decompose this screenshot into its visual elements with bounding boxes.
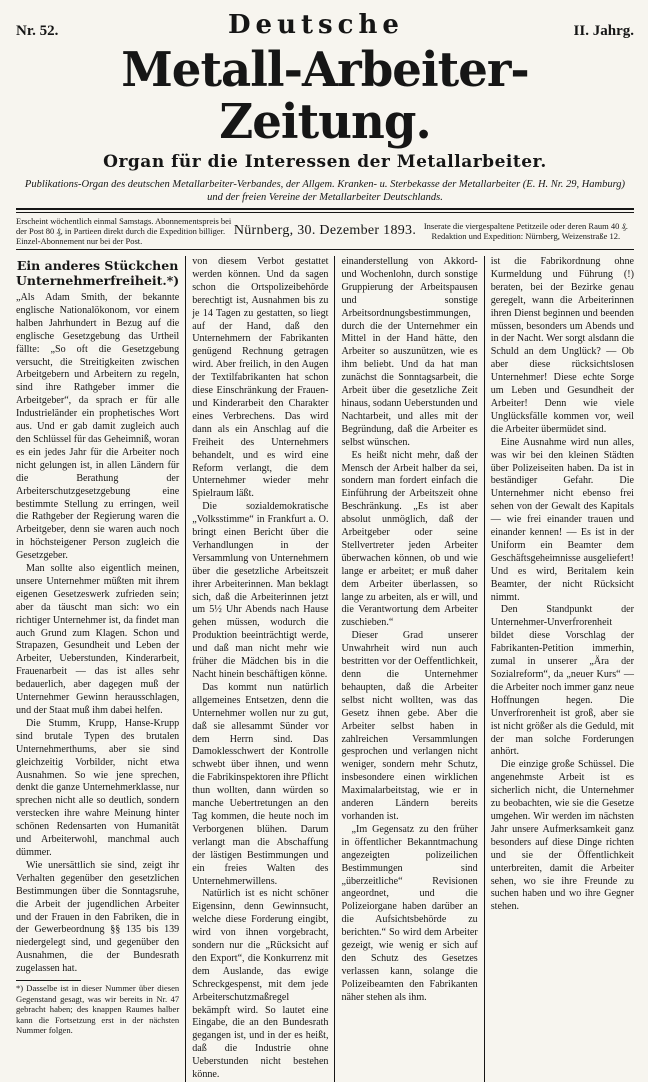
volume-year: II. Jahrg. [573, 23, 634, 39]
article-paragraph: Natürlich ist es nicht schöner Eigensinn, denn Gewinnsucht, welche diese Forderung eingibt, wird von ihnen vorgebracht, sondern nur die „Rücksicht auf den Export“, die Konkurrenz mit dem Auslande, das ewige Schreckgespenst, mit dem jede Arbeiterschutzmaßregel bekämpft wird. So lautet eine Eingabe, die an den Bundesrath gegangen ist, und in der es heißt, daß die Industrie ohne Ueberstunden nicht bestehen könne. [192, 888, 329, 1081]
article-paragraph: Es heißt nicht mehr, daß der Mensch der Arbeit halber da sei, sondern man fordert einfach die Einführung der Arbeitszeit ohne Beschränkung. „Es ist aber absolut unmöglich, daß der Arbeitgeber oder seine Stellvertreter jeden Arbeiter überwachen können, ob und wie lange er arbeitet; er muß daher dem Arbeiter überlassen, so lange zu arbeiten, als er will, und die Verantwortung dem Arbeiter zuschieben.“ [341, 449, 478, 629]
article-columns [16, 256, 634, 1082]
article-paragraph: ist die Fabrikordnung ohne Kurmeldung und Führung (!) beraten, bei der Bezirke genau geregelt, wann die Arbeiterinnen ihren Dienst beginnen und beenden müssen, besonders um Abends und in der Nacht. Wer sorgt alsdann die Schuld an dem Unglück? — Ob aber diese rücksichtslosen Unternehmer! Diese echte Sorge um Leben und Gesundheit der Arbeiter! Denn wie viele Unglücksfälle kommen vor, weil die Arbeiter übermüdet sind. [490, 256, 634, 435]
info-bar [16, 213, 634, 250]
advertising-info: Inserate die viergespaltene Petitzeile oder deren Raum 40 ₰. Redaktion und Expedition: Nürnberg, Weizenstraße 12. [423, 221, 628, 241]
column-2 [186, 256, 335, 1082]
publication-organ-line: Publikations-Organ des deutschen Metallarbeiter-Verbandes, der Allgem. Kranken- u. Sterbekasse der Metallarbeiter (E. H. Nr. 29, Hamburg) und der freien Vereine der Metallarbeiter Deutschlands. [24, 179, 626, 203]
column-1 [16, 256, 186, 1082]
article-paragraph: Das kommt nun natürlich allgemeines Entsetzen, denn die Unternehmer wollen nur zu gut, daß sie allesammt Sünder vor dem Herrn sind. Das Damoklesschwert der Kontrolle schwebt über ihnen, und wenn die Fabrikinspektoren ihre Pflicht thun wollten, dann würden so manche Uebertretungen an den Tag kommen, die heute noch im Verborgenen blühen. Darum verlangt man die Abschaffung der lästigen Bestimmungen und ein freies Walten des Unternehmerwillens. [192, 681, 329, 887]
masthead-kicker: Deutsche [228, 10, 404, 40]
article-paragraph: Wie unersättlich sie sind, zeigt ihr Verhalten gegenüber den gesetzlichen Bestimmungen über die Sonntagsruhe, die Arbeit der jugendlichen Arbeiter und der Frauen in den Fabriken, die in der Gewerbeordnung §§ 135 bis 139 niedergelegt sind, und gegenüber den Ausnahmen, die der Bundesrath zugelassen hat. [16, 859, 180, 975]
article-paragraph: Den Standpunkt der Unternehmer-Unverfrorenheit bildet diese Vorschlag der Fabrikanten-Petition immerhin, zumal in unserer „Ära der Sozialreform“, da „neuer Kurs“ — die Arbeiter noch immer ganz neue Hoffnungen hegen. Die Unverfrorenheit ist groß, aber sie ist nicht größer als die Geduld, mit der man solche Forderungen anhört. [490, 604, 634, 758]
subscription-info: Erscheint wöchentlich einmal Samstags. Abonnementspreis bei der Post 80 ₰, in Partieen direkt durch die Expedition billiger. Einzel-Abonnement nur bei der Post. [16, 216, 232, 246]
article-paragraph: Die Stumm, Krupp, Hanse-Krupp sind brutale Typen des brutalen Unternehmerthums, aber sie sind gleichzeitig Vorbilder, nicht etwa Ausnahmen. So wie jene sprechen, denkt die ganze Unternehmerklasse, nur sprechen nicht alle so deutlich, sondern verstecken ihre wahre Meinung hinter schönen Redensarten von Humanität und Arbeiterwohl, manchmal auch dümmer. [16, 717, 180, 858]
footnote: *) Dasselbe ist in dieser Nummer über diesen Gegenstand gesagt, was wir bereits in Nr. 47 gebracht haben; des knappen Raumes halber kann die Fortsetzung erst in der nächsten Nummer folgen. [16, 983, 180, 1036]
article-paragraph: „Im Gegensatz zu den früher in öffentlicher Bekanntmachung angezeigten polizeilichen Bestimmungen sind „überzeitliche“ Revisionen angeordnet, und die Polizeiorgane haben darüber an die Aufsichtsbehörde zu berichten.“ So wird dem Arbeiter gezeigt, wie wenig er sich auf den Schutz des Gesetzes verlassen kann, solange die Polizeibeamten den Fabrikanten näher stehen als ihm. [341, 823, 478, 1003]
masthead-top-row [16, 10, 634, 40]
article-paragraph: Die einzige große Schüssel. Die angenehmste Arbeit ist es sicherlich nicht, die Unternehmer zu beobachten, wie sie die Gesetze umgehen. Wir werden im nächsten Jahr unsere Aufmerksamkeit ganz besonders auf diese Dinge richten und sie der Öffentlichkeit unterbreiten, damit die Arbeiter sehen, wo sie ihre Freunde zu suchen haben und wo ihre Gegner stehen. [490, 759, 634, 913]
column-3 [335, 256, 484, 1082]
article-paragraph: einanderstellung von Akkord- und Wochenlohn, durch sonstige Gruppierung der Arbeitspausen und sonstige Arbeitsordnungsbestimmungen, durch die der Unternehmer ein Mittel in der Hand hätte, den Arbeiter so auszunützen, wie es ihm beliebt. Und da hat man zunächst die Sonntagsarbeit, die Arbeit über die gesetzliche Zeit hinaus, sodann Ueberstunden und Nachtarbeit, und alles mit der Begründung, daß die Arbeiter es selbst wünschen. [341, 256, 478, 448]
footnote-divider [16, 980, 81, 981]
article-paragraph: von diesem Verbot gestattet werden können. Und da sagen schon die Ortspolizeibehörde berechtigt ist, Ausnahmen bis zu je 14 Tagen zu gestatten, so liegt auf der Hand, daß den Unternehmern der Fabrikanten genügend Rechnung getragen wird. Aber freilich, in den Augen der Textilfabrikanten hat schon diese Einschränkung der Frauen- und Kinderarbeit den Charakter eines Verbrechens. Das wird dann als ein Anschlag auf die Freiheit des Unternehmers behandelt, und es wird eine Reform verlangt, die dem Unternehmer wieder mehr Spielraum läßt. [192, 256, 329, 500]
column-4 [485, 256, 634, 1082]
article-paragraph: Man sollte also eigentlich meinen, unsere Unternehmer müßten mit ihrem eigenen Gesetzeswerk zufrieden sein; aber da täuscht man sich: wo ein richtiger Unternehmer ist, da findet man auch Grund zum Klagen. Schon und Strapazen, Gesundheit und Leben der Arbeiter, Ueberstunden, Kinderarbeit, Frauenarbeit — das ist alles sehr bedauerlich, aber dagegen muß der Unternehmer Gewinn herausschlagen, und der Staat muß ihm dabei helfen. [16, 563, 180, 716]
article-headline: Ein anderes Stückchen Unternehmerfreiheit.*) [16, 258, 180, 288]
newspaper-title: Metall-Arbeiter-Zeitung. [121, 42, 529, 150]
newspaper-subtitle: Organ für die Interessen der Metallarbeiter. [103, 152, 547, 172]
article-paragraph: Die sozialdemokratische „Volksstimme“ in Frankfurt a. O. bringt einen Bericht über die Verhandlungen in der Versammlung von Unternehmern über die gesetzliche Arbeitszeit ihrer Arbeiterinnen. Man beklagt sich, daß die Arbeiterinnen jetzt um 5½ Uhr Abends nach Hause gehen müssen, wodurch die Produktion beeinträchtigt werde, und daß man nicht mehr wie früher die Mädchen bis in die Nacht hinein beschäftigen könne. [192, 501, 329, 680]
dateline: Nürnberg, 30. Dezember 1893. [233, 223, 417, 238]
article-paragraph: „Als Adam Smith, der bekannte englische Nationalökonom, vor einem halben Jahrhundert in Bezug auf die englische Gesetzgebung das Urtheil fällte: „So oft die Gesetzgebung versucht, die Streitigkeiten zwischen Arbeitgebern und Arbeitern zu regeln, sind ihre Rathgeber immer die Arbeitgeber“, da sprach er für alle Industrieländer ein prophetisches Wort aus. Und er gab damit zugleich auch den Schlüssel für das Geheimniß, woran es ein jedes Jahr für die Arbeiter noch nicht gelungen ist, in allen Ländern für die Berathung der Arbeiterschutzgesetzgebung eine bestimmte Stellung zu erringen, weil die Rathgeber der Regierung waren die Arbeitgeber, denn sie waren auch noch in höchsteigener Person zugleich die Gesetzgeber. [16, 292, 180, 562]
article-paragraph: Eine Ausnahme wird nun alles, was wir bei den kleinen Städten über Polizeiseiten haben. Da ist in beständiger Gefahr. Die Unternehmer nicht ebenso frei sehen von der Gewalt des Kapitals — wie frei einander trauen und einander kennen! — Es ist in der Uniform ein Beamter dem Geschäftsgeheimnisse ausgeliefert! Und es wird, Beritalem kein Beamter, der nicht Rücksicht nimmt. [490, 436, 634, 603]
issue-number: Nr. 52. [16, 23, 59, 39]
article-paragraph: Dieser Grad unserer Unwahrheit wird nun auch bestritten vor der Oeffentlichkeit, denn die Unternehmer behaupten, daß die Arbeiter selbst nicht wollten, was das Gesetz ihnen gebe. Aber die Arbeiter selbst haben in zahlreichen Versammlungen gesprochen und verlangen nicht weniger, sondern mehr Schutz, insbesondere einen wirklichen Maximalarbeitstag, wie er in anderen Ländern bereits vorhanden ist. [341, 630, 478, 822]
